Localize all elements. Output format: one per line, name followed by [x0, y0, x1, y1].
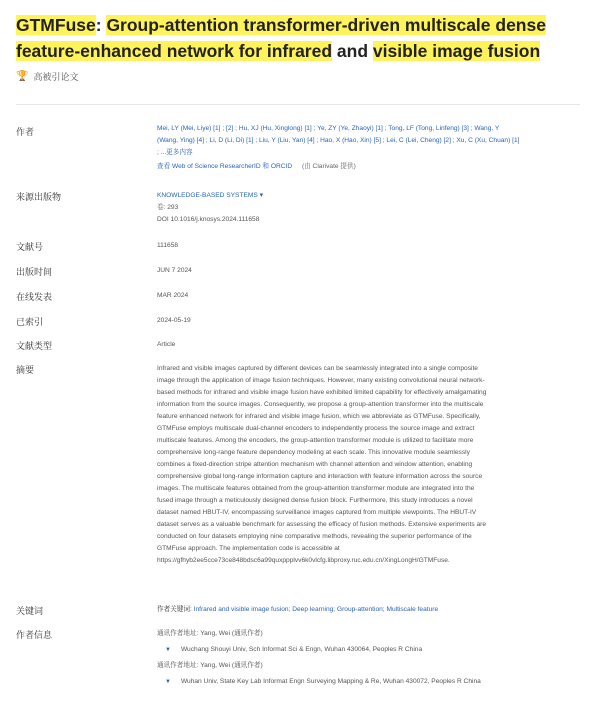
label-indexed: 已索引 — [16, 317, 44, 327]
abstract-line: conducted on four datasets employing nine comparative methods, revealing the superior performance of the — [157, 533, 472, 540]
abstract-line: based methods for infrared and visible image fusion have exhibited limited capability for effectively amalgamating — [157, 389, 487, 396]
abstract-line: multiscale features. Among the encoders, the group-attention transformer module is utilized to facilitate more — [157, 437, 474, 444]
label-abstract: 摘要 — [16, 365, 35, 375]
keywords-list[interactable]: Infrared and visible image fusion; Deep learning; Group-attention; Multiscale feature — [193, 606, 439, 613]
abstract-line: image through the application of image fusion techniques. However, many existing convolutional neural network- — [157, 377, 485, 384]
label-author-info: 作者信息 — [16, 630, 53, 640]
title-segment: Group-attention transformer-driven multiscale dense feature-enhanced network for infrared — [16, 15, 546, 61]
abstract-line: comprehensive global long-range information capture and interaction with feature information across the source — [157, 473, 483, 480]
highly-cited-badge — [16, 70, 78, 83]
keywords-prefix: 作者关键词: — [157, 606, 192, 613]
doi: DOI 10.1016/j.knosys.2024.111658 — [157, 216, 260, 223]
abstract-line: images. The multiscale features obtained from the group-attention transformer module are integrated into the — [157, 485, 475, 492]
label-doc-type: 文献类型 — [16, 341, 53, 351]
authors-more-link[interactable]: ; ...更多内容 — [157, 149, 193, 156]
authors-line-1[interactable]: Mei, LY (Mei, Liye) [1] ; [2] ; Hu, XJ (Hu, Xinglong) [1] ; Ye, ZY (Ye, Zhaoyi) [1] ; Tong, LF (Tong, Linfeng) [3] ; Wang, Y — [157, 125, 500, 132]
abstract-line: feature enhanced network for infrared and visible image fusion, which we abbreviate as GTMFuse. Specifically, — [157, 413, 481, 420]
label-keywords: 关键词 — [16, 606, 44, 616]
authors-list — [157, 123, 572, 173]
abstract-line: information from the source images. Consequently, we propose a group-attention transformer into the multiscale — [157, 401, 484, 408]
indexed-value: 2024-05-19 — [157, 317, 191, 324]
corr2-address: Wuhan Univ, State Key Lab Informat Engn Surveying Mapping & Re, Wuhan 430072, Peoples R China — [180, 678, 481, 685]
corr1-address: Wuchang Shouyi Univ, Sch Informat Sci & Engn, Wuhan 430064, Peoples R China — [180, 646, 423, 653]
abstract-line: GTMFuse approach. The implementation code is accessible at — [157, 545, 340, 552]
author-info-block — [157, 628, 572, 688]
keywords-block — [157, 604, 572, 616]
label-source: 来源出版物 — [16, 192, 62, 202]
clarivate-note: (由 Clarivate 提供) — [301, 163, 356, 170]
label-published: 出版时间 — [16, 267, 53, 277]
abstract-line: https://gfhyb2ee5cce73ce848bdsc6a99quxppplvv6k0vlcfg.libproxy.ruc.edu.cn/XingLongH/GTMFuse. — [157, 557, 450, 564]
volume: 卷: 293 — [157, 204, 179, 211]
abstract-line: combines a fixed-direction stripe attention mechanism with channel attention and window attention, enabling — [157, 461, 473, 468]
title-segment: and — [332, 41, 373, 61]
abstract-line: fused image through a meticulously designed dense fusion block. Furthermore, this study introduces a novel — [157, 497, 473, 504]
label-early-access: 在线发表 — [16, 292, 53, 302]
trophy-icon: 🏆 — [16, 71, 29, 82]
title-segment: GTMFuse — [16, 15, 96, 35]
journal-link[interactable]: KNOWLEDGE-BASED SYSTEMS — [157, 192, 258, 199]
authors-line-2[interactable]: (Wang, Ying) [4] ; Li, D (Li, Di) [1] ; Liu, Y (Liu, Yan) [4] ; Hao, X (Hao, Xin) [5] ; Lei, C (Lei, Cheng) [2] ; Xu, C (Xu, Chuan) [1] — [157, 137, 520, 144]
article-title — [16, 12, 586, 64]
doc-type-value: Article — [157, 341, 176, 348]
published-value: JUN 7 2024 — [157, 267, 192, 274]
abstract-line: dataset named HBUT-IV, encompassing surveillance images captured from multiple viewpoints. The HBUT-IV — [157, 509, 477, 516]
corr2-label: 通讯作者地址: Yang, Wei (通讯作者) — [157, 662, 263, 669]
abstract-line: Infrared and visible images captured by different devices can be seamlessly integrated into a single composite — [157, 365, 478, 372]
early-access-value: MAR 2024 — [157, 292, 189, 299]
title-segment: visible image fusion — [372, 41, 541, 61]
expand-triangle-icon[interactable]: ▼ — [165, 679, 171, 685]
abstract-line: dataset serves as a valuable benchmark for assessing the efficacy of fusion methods. Extensive experiments are — [157, 521, 487, 528]
highly-cited-label: 高被引论文 — [33, 72, 79, 82]
title-segment: : — [95, 15, 107, 35]
corr1-label: 通讯作者地址: Yang, Wei (通讯作者) — [157, 630, 263, 637]
abstract-line: GTMFuse employs multiscale dual-channel encoders to independently process the source image and extract — [157, 425, 475, 432]
expand-triangle-icon[interactable]: ▼ — [165, 647, 171, 653]
article-no-value: 111658 — [157, 242, 179, 249]
chevron-down-icon[interactable]: ▾ — [259, 192, 264, 199]
researcher-id-link[interactable]: 查看 Web of Science ResearcherID 和 ORCID — [157, 163, 293, 170]
source-block — [157, 190, 572, 226]
abstract-line: comprehensive long-range feature dependency modeling at each scale. This innovative module seamlessly — [157, 449, 470, 456]
divider — [16, 104, 580, 105]
abstract-text — [157, 363, 572, 567]
label-authors: 作者 — [16, 127, 35, 137]
label-article-no: 文献号 — [16, 242, 44, 252]
